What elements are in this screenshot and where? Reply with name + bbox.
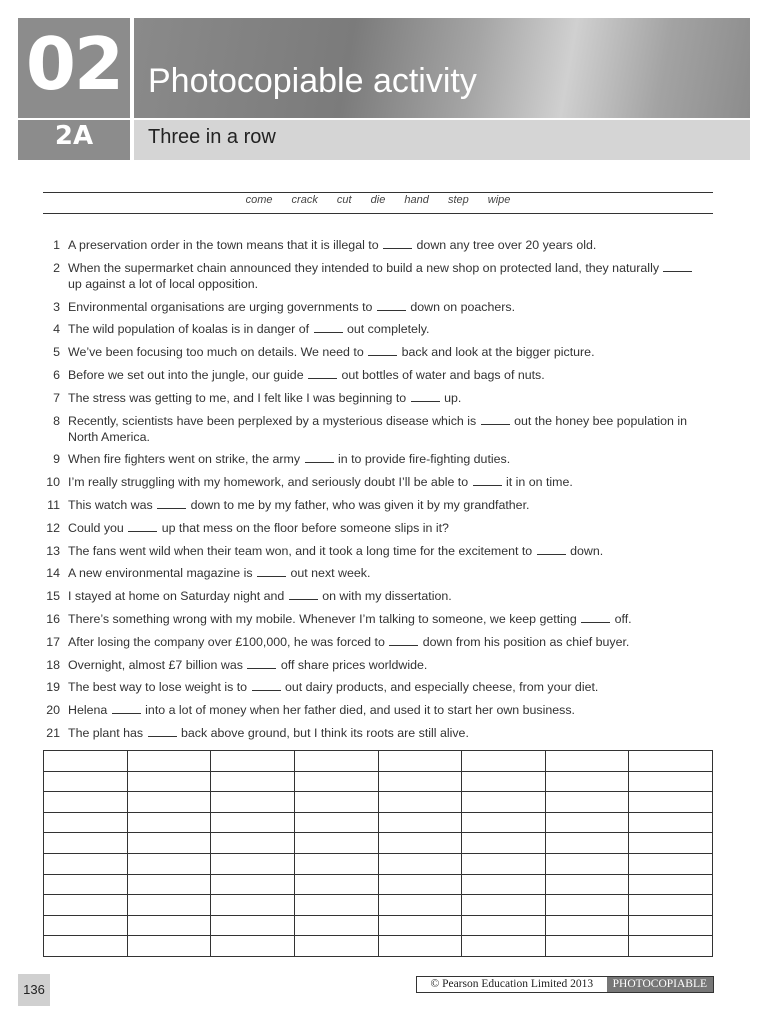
question-text-before: When fire fighters went on strike, the army — [68, 452, 301, 467]
question-text-before: Recently, scientists have been perplexed by a mysterious disease which is — [68, 413, 477, 428]
question-number: 10 — [46, 475, 60, 490]
answer-blank — [128, 520, 157, 532]
grid-cell — [44, 853, 128, 874]
question-text-after: off share prices worldwide. — [280, 657, 428, 672]
grid-cell — [378, 812, 462, 833]
question-text-before: The fans went wild when their team won, and it took a long time for the excitement to — [68, 543, 533, 558]
question-text-after: down any tree over 20 years old. — [416, 238, 597, 252]
question-number: 17 — [46, 634, 60, 649]
question-number: 14 — [46, 566, 60, 581]
grid-cell — [211, 792, 295, 813]
grid-cell — [211, 915, 295, 936]
question-item — [40, 451, 710, 467]
grid-cell — [44, 874, 128, 895]
answer-blank — [383, 237, 412, 249]
grid-cell — [294, 895, 378, 916]
grid-cell — [378, 874, 462, 895]
grid-cell — [545, 895, 629, 916]
grid-row — [44, 895, 713, 916]
grid-cell — [462, 915, 546, 936]
question-text-before: A new environmental magazine is — [68, 566, 253, 581]
page-number: 136 — [23, 982, 45, 997]
question-number: 8 — [53, 413, 60, 428]
grid-cell — [378, 792, 462, 813]
question-list — [40, 237, 710, 748]
grid-cell — [211, 936, 295, 957]
question-text-after: off. — [614, 611, 632, 626]
grid-cell — [44, 812, 128, 833]
grid-cell — [127, 853, 211, 874]
question-text-before: I’m really struggling with my homework, and seriously doubt I’ll be able to — [68, 475, 469, 490]
grid-cell — [545, 874, 629, 895]
question-item — [40, 520, 710, 536]
answer-blank — [377, 299, 406, 311]
question-item — [40, 260, 710, 292]
grid-cell — [127, 771, 211, 792]
question-item — [40, 390, 710, 406]
question-item — [40, 367, 710, 383]
word-bank-item: wipe — [487, 194, 511, 206]
grid-cell — [378, 895, 462, 916]
grid-row — [44, 833, 713, 854]
grid-cell — [378, 771, 462, 792]
grid-cell — [127, 915, 211, 936]
word-bank-item: cut — [336, 194, 352, 206]
question-text-after: in to provide fire-fighting duties. — [337, 452, 511, 467]
question-text-after: it in on time. — [506, 475, 573, 490]
answer-blank — [148, 725, 177, 737]
question-text-after: down on poachers. — [410, 299, 516, 314]
grid-cell — [44, 792, 128, 813]
grid-cell — [44, 833, 128, 854]
question-text-before: This watch was — [68, 497, 153, 512]
grid-row — [44, 853, 713, 874]
answer-blank — [473, 474, 502, 486]
answer-blank — [581, 611, 610, 623]
grid-cell — [545, 771, 629, 792]
answer-blank — [112, 702, 141, 714]
question-text-after: down to me by my father, who was given it by my grandfather. — [190, 497, 530, 512]
word-bank — [43, 194, 713, 206]
grid-cell — [545, 936, 629, 957]
grid-cell — [127, 751, 211, 772]
question-number: 1 — [53, 238, 60, 252]
question-text-after: out dairy products, and especially cheese, from your diet. — [284, 680, 599, 695]
question-item — [40, 474, 710, 490]
grid-cell — [629, 812, 713, 833]
grid-cell — [462, 874, 546, 895]
grid-cell — [378, 751, 462, 772]
word-bank-bottom-rule — [43, 213, 713, 214]
grid-cell — [629, 915, 713, 936]
grid-cell — [545, 751, 629, 772]
question-text-before: We’ve been focusing too much on details. We need to — [68, 345, 364, 360]
answer-blank — [537, 543, 566, 555]
lesson-code: 2A — [54, 121, 94, 151]
question-number: 6 — [53, 367, 60, 382]
grid-cell — [294, 792, 378, 813]
grid-cell — [378, 833, 462, 854]
grid-cell — [629, 853, 713, 874]
answer-blank — [252, 679, 281, 691]
word-bank-top-rule — [43, 192, 713, 193]
question-number: 11 — [47, 497, 60, 512]
question-number: 19 — [46, 680, 60, 695]
word-bank-item: die — [370, 194, 386, 206]
question-number: 18 — [46, 657, 60, 672]
question-item — [40, 702, 710, 718]
unit-number: 02 — [25, 22, 123, 106]
answer-blank — [157, 497, 186, 509]
grid-cell — [629, 936, 713, 957]
grid-cell — [294, 771, 378, 792]
grid-cell — [629, 874, 713, 895]
grid-cell — [545, 833, 629, 854]
question-number: 20 — [46, 703, 60, 718]
grid-cell — [462, 751, 546, 772]
grid-cell — [462, 936, 546, 957]
question-number: 16 — [46, 611, 60, 626]
grid-cell — [629, 771, 713, 792]
question-item — [40, 237, 710, 253]
question-text-before: After losing the company over £100,000, he was forced to — [68, 634, 385, 649]
question-text-after: out next week. — [290, 566, 371, 581]
grid-cell — [127, 895, 211, 916]
answer-blank — [481, 413, 510, 425]
question-item — [40, 321, 710, 337]
word-bank-item: step — [447, 194, 469, 206]
question-text-after: down. — [570, 543, 604, 558]
question-number: 7 — [53, 390, 60, 405]
word-bank-item: come — [245, 194, 273, 206]
grid-row — [44, 812, 713, 833]
grid-cell — [127, 792, 211, 813]
question-item — [40, 634, 710, 650]
word-bank-item: hand — [404, 194, 429, 206]
activity-title: Three in a row — [148, 126, 276, 148]
question-number: 13 — [46, 543, 60, 558]
answer-blank — [257, 565, 286, 577]
grid-cell — [127, 833, 211, 854]
grid-cell — [294, 915, 378, 936]
grid-row — [44, 792, 713, 813]
grid-cell — [294, 833, 378, 854]
question-text-after: into a lot of money when her father died, and used it to start her own business. — [145, 703, 575, 718]
question-text-before: A preservation order in the town means that it is illegal to — [68, 238, 379, 252]
grid-cell — [545, 853, 629, 874]
question-item — [40, 611, 710, 627]
question-number: 21 — [46, 725, 60, 740]
grid-row — [44, 936, 713, 957]
answer-blank — [308, 367, 337, 379]
grid-cell — [127, 874, 211, 895]
question-item — [40, 679, 710, 695]
grid-cell — [44, 751, 128, 772]
question-text-after: back above ground, but I think its roots are still alive. — [181, 725, 469, 740]
question-item — [40, 497, 710, 513]
grid-cell — [44, 771, 128, 792]
question-item — [40, 413, 710, 445]
question-text-before: The wild population of koalas is in danger of — [68, 322, 310, 337]
question-item — [40, 344, 710, 360]
grid-cell — [294, 936, 378, 957]
footer-copyright-box — [416, 976, 714, 993]
question-number: 9 — [53, 452, 60, 467]
grid-row — [44, 771, 713, 792]
answer-blank — [305, 451, 334, 463]
question-item — [40, 725, 710, 741]
question-text-before: When the supermarket chain announced they intended to build a new shop on protected land, they naturally — [68, 260, 660, 275]
question-text-before: Overnight, almost £7 billion was — [68, 657, 243, 672]
copyright-text: © Pearson Education Limited 2013 — [430, 978, 594, 990]
grid-cell — [545, 915, 629, 936]
grid-cell — [545, 792, 629, 813]
grid-cell — [378, 936, 462, 957]
answer-blank — [314, 321, 343, 333]
grid-cell — [211, 751, 295, 772]
grid-cell — [211, 771, 295, 792]
photocopiable-label: PHOTOCOPIABLE — [607, 977, 713, 992]
grid-cell — [211, 874, 295, 895]
question-item — [40, 299, 710, 315]
answer-blank — [663, 260, 692, 272]
grid-cell — [378, 853, 462, 874]
answer-grid — [43, 750, 713, 957]
question-number: 12 — [46, 520, 60, 535]
question-number: 15 — [46, 589, 60, 604]
answer-blank — [389, 634, 418, 646]
question-text-after: out the honey bee population in North America. — [68, 413, 688, 444]
question-number: 2 — [53, 260, 60, 275]
question-text-before: The plant has — [68, 725, 144, 740]
answer-blank — [411, 390, 440, 402]
question-text-after: up against a lot of local opposition. — [68, 276, 259, 291]
grid-cell — [629, 751, 713, 772]
question-text-after: out bottles of water and bags of nuts. — [341, 367, 545, 382]
question-number: 3 — [53, 299, 60, 314]
answer-blank — [368, 344, 397, 356]
grid-cell — [462, 792, 546, 813]
grid-cell — [462, 812, 546, 833]
question-text-before: Environmental organisations are urging governments to — [68, 299, 373, 314]
question-text-after: back and look at the bigger picture. — [401, 345, 595, 360]
grid-cell — [294, 853, 378, 874]
question-text-after: up that mess on the floor before someone slips in it? — [161, 520, 449, 535]
question-item — [40, 565, 710, 581]
question-text-before: Before we set out into the jungle, our guide — [68, 367, 304, 382]
question-text-before: The best way to lose weight is to — [68, 680, 248, 695]
question-text-after: down from his position as chief buyer. — [422, 634, 630, 649]
grid-cell — [127, 812, 211, 833]
grid-cell — [629, 792, 713, 813]
question-item — [40, 588, 710, 604]
grid-cell — [462, 833, 546, 854]
grid-row — [44, 915, 713, 936]
page-title: Photocopiable activity — [148, 62, 477, 100]
question-text-before: I stayed at home on Saturday night and — [68, 589, 285, 604]
grid-cell — [211, 853, 295, 874]
grid-cell — [211, 812, 295, 833]
grid-cell — [44, 915, 128, 936]
question-item — [40, 657, 710, 673]
question-text-before: Could you — [68, 520, 124, 535]
question-item — [40, 543, 710, 559]
grid-cell — [44, 936, 128, 957]
grid-row — [44, 751, 713, 772]
grid-cell — [211, 895, 295, 916]
answer-blank — [247, 657, 276, 669]
question-number: 4 — [53, 322, 60, 337]
grid-cell — [545, 812, 629, 833]
question-text-before: The stress was getting to me, and I felt like I was beginning to — [68, 390, 407, 405]
question-text-after: on with my dissertation. — [322, 589, 452, 604]
grid-cell — [629, 895, 713, 916]
grid-cell — [462, 895, 546, 916]
grid-row — [44, 874, 713, 895]
grid-cell — [127, 936, 211, 957]
grid-cell — [378, 915, 462, 936]
grid-cell — [294, 874, 378, 895]
question-text-after: out completely. — [347, 322, 430, 337]
grid-cell — [44, 895, 128, 916]
grid-cell — [294, 812, 378, 833]
grid-cell — [629, 833, 713, 854]
question-number: 5 — [53, 345, 60, 360]
question-text-before: Helena — [68, 703, 108, 718]
grid-cell — [211, 833, 295, 854]
grid-cell — [462, 853, 546, 874]
question-text-before: There’s something wrong with my mobile. Whenever I’m talking to someone, we keep getting — [68, 611, 577, 626]
grid-cell — [294, 751, 378, 772]
grid-cell — [462, 771, 546, 792]
answer-blank — [289, 588, 318, 600]
question-text-after: up. — [444, 390, 462, 405]
word-bank-item: crack — [291, 194, 318, 206]
